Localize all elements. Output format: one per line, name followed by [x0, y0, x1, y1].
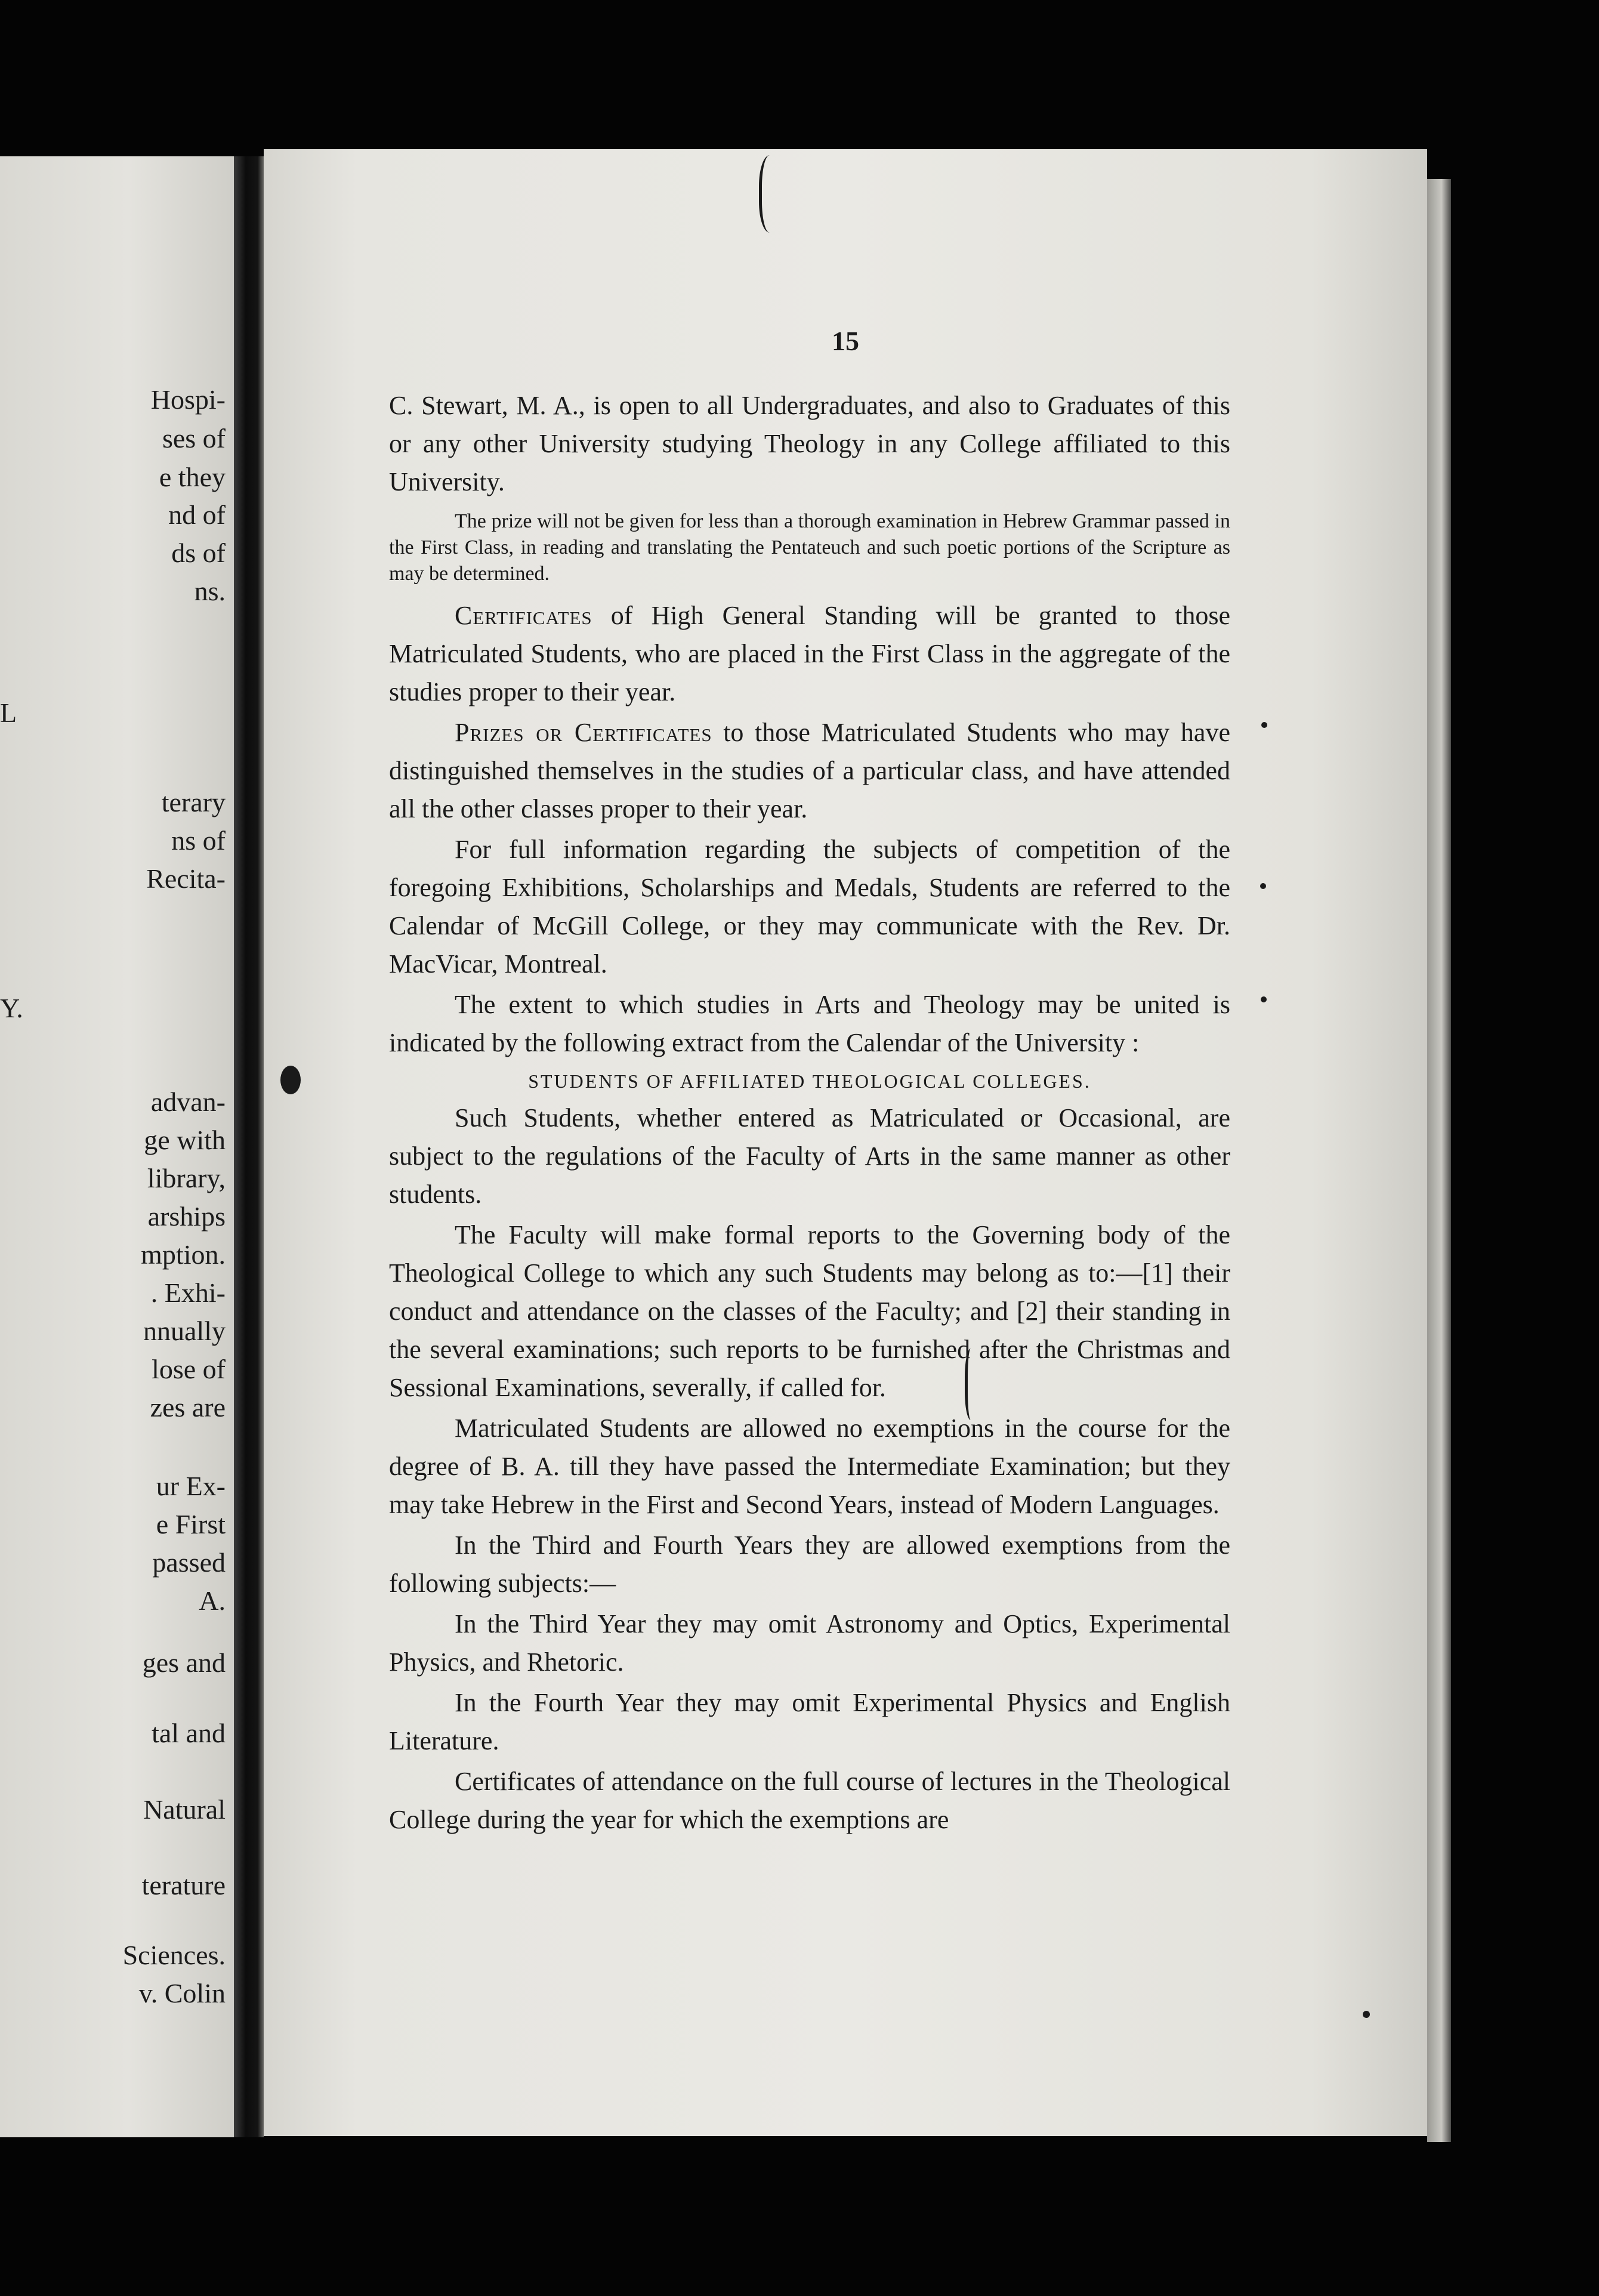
paragraph-faculty-reports: The Faculty will make formal reports to the Governing body of the Theological College to which any such Students may belong as to:—[1] their conduct and attendance on the classes of the Faculty; and [2] their standing in the several examinations; such reports to be furnished after the Christmas and Sessional Examinations, severally, if called for.	[389, 1220, 1230, 1402]
left-fragment: nd of	[168, 499, 226, 530]
paragraph-such-students: Such Students, whether entered as Matriculated or Occasional, are subject to the regulations of the Faculty of Arts in the same manner as other students.	[389, 1103, 1230, 1209]
ink-stroke-mark	[759, 155, 786, 233]
paragraph-certificates	[389, 597, 1230, 711]
book-gutter	[234, 156, 264, 2137]
left-fragment: passed	[152, 1547, 226, 1578]
page-number: 15	[832, 326, 859, 356]
paragraph-third-year: In the Third Year they may omit Astronomy and Optics, Experimental Physics, and Rhetoric.	[389, 1609, 1230, 1677]
left-fragment: Recita-	[146, 863, 226, 894]
left-fragment: e First	[156, 1509, 226, 1539]
left-fragment: mption.	[141, 1239, 226, 1270]
left-fragment: lose of	[152, 1354, 226, 1384]
left-fragment: ur Ex-	[156, 1471, 226, 1501]
paragraph-prizes	[389, 714, 1230, 828]
left-fragment: Hospi-	[150, 384, 226, 415]
paragraph-prize-continuation: C. Stewart, M. A., is open to all Undergraduates, and also to Graduates of this or any other University studying Theology in any College affiliated to this University.	[389, 391, 1230, 496]
left-fragment: ns of	[171, 825, 226, 856]
ink-speck	[1261, 996, 1267, 1002]
left-fragment: terary	[161, 787, 226, 817]
paragraph-third-fourth: In the Third and Fourth Years they are allowed exemptions from the following subjects:—	[389, 1530, 1230, 1598]
page-edge	[1427, 179, 1451, 2142]
ink-speck	[1260, 883, 1266, 889]
left-fragment: library,	[147, 1163, 226, 1193]
ink-stroke-mark	[965, 1348, 980, 1420]
left-fragment: Sciences.	[122, 1940, 226, 1970]
prize-note: The prize will not be given for less than a thorough examination in Hebrew Grammar passed in the First Class, in reading and translating the Pentateuch and such poetic portions of the Scripture as may be determined.	[389, 510, 1230, 585]
left-fragment: tal and	[152, 1718, 226, 1748]
left-fragment: e they	[159, 462, 226, 492]
ink-speck	[1363, 2011, 1370, 2018]
left-fragment: v. Colin	[138, 1978, 226, 2008]
paragraph-fourth-year: In the Fourth Year they may omit Experimental Physics and English Literature.	[389, 1688, 1230, 1755]
left-fragment: zes are	[150, 1392, 226, 1422]
left-fragment: nnually	[143, 1316, 226, 1346]
left-fragment: . Exhi-	[150, 1277, 226, 1308]
page-text	[389, 322, 1230, 1841]
certificates-text: of High General Standing will be granted to those Matriculated Students, who are placed in the First Class in the aggregate of the studies proper to their year.	[389, 601, 1230, 706]
left-fragment: advan-	[150, 1087, 226, 1117]
certificates-lead: Certificates	[455, 601, 592, 630]
left-fragment: ges and	[142, 1647, 226, 1678]
left-fragment: ds of	[171, 538, 226, 568]
right-page	[264, 149, 1427, 2136]
prizes-text: to those Matriculated Students who may have distinguished themselves in the studies of a particular class, and have attended all the other classes proper to their year.	[389, 718, 1230, 823]
paragraph-matriculated: Matriculated Students are allowed no exemptions in the course for the degree of B. A. till they have passed the Intermediate Examination; but they may take Hebrew in the First and Second Years, instead of Modern Languages.	[389, 1414, 1230, 1519]
section-heading: STUDENTS OF AFFILIATED THEOLOGICAL COLLEGES.	[528, 1070, 1091, 1092]
paragraph-extent: The extent to which studies in Arts and Theology may be united is indicated by the following extract from the Calendar of the University :	[389, 990, 1230, 1057]
ink-blot	[280, 1066, 301, 1094]
left-fragment: A.	[199, 1585, 226, 1616]
paragraph-certificates-attendance: Certificates of attendance on the full course of lectures in the Theological College during the year for which the exemptions are	[389, 1767, 1230, 1834]
left-fragment: terature	[141, 1870, 226, 1900]
left-fragment: L	[0, 698, 17, 728]
ink-speck	[1261, 722, 1267, 728]
left-fragment: Natural	[143, 1794, 226, 1825]
left-fragment: ge with	[144, 1125, 226, 1155]
left-fragment: Y.	[0, 993, 23, 1023]
left-fragment: ses of	[162, 423, 226, 453]
left-fragment: arships	[147, 1201, 226, 1232]
left-page	[0, 156, 234, 2137]
paragraph-full-information: For full information regarding the subjects of competition of the foregoing Exhibitions, Scholarships and Medals, Students are referred to the Calendar of McGill College, or they may communicate with the Rev. Dr. MacVicar, Montreal.	[389, 835, 1230, 979]
left-fragment: ns.	[194, 576, 226, 606]
prizes-lead: Prizes or Certificates	[455, 718, 712, 747]
